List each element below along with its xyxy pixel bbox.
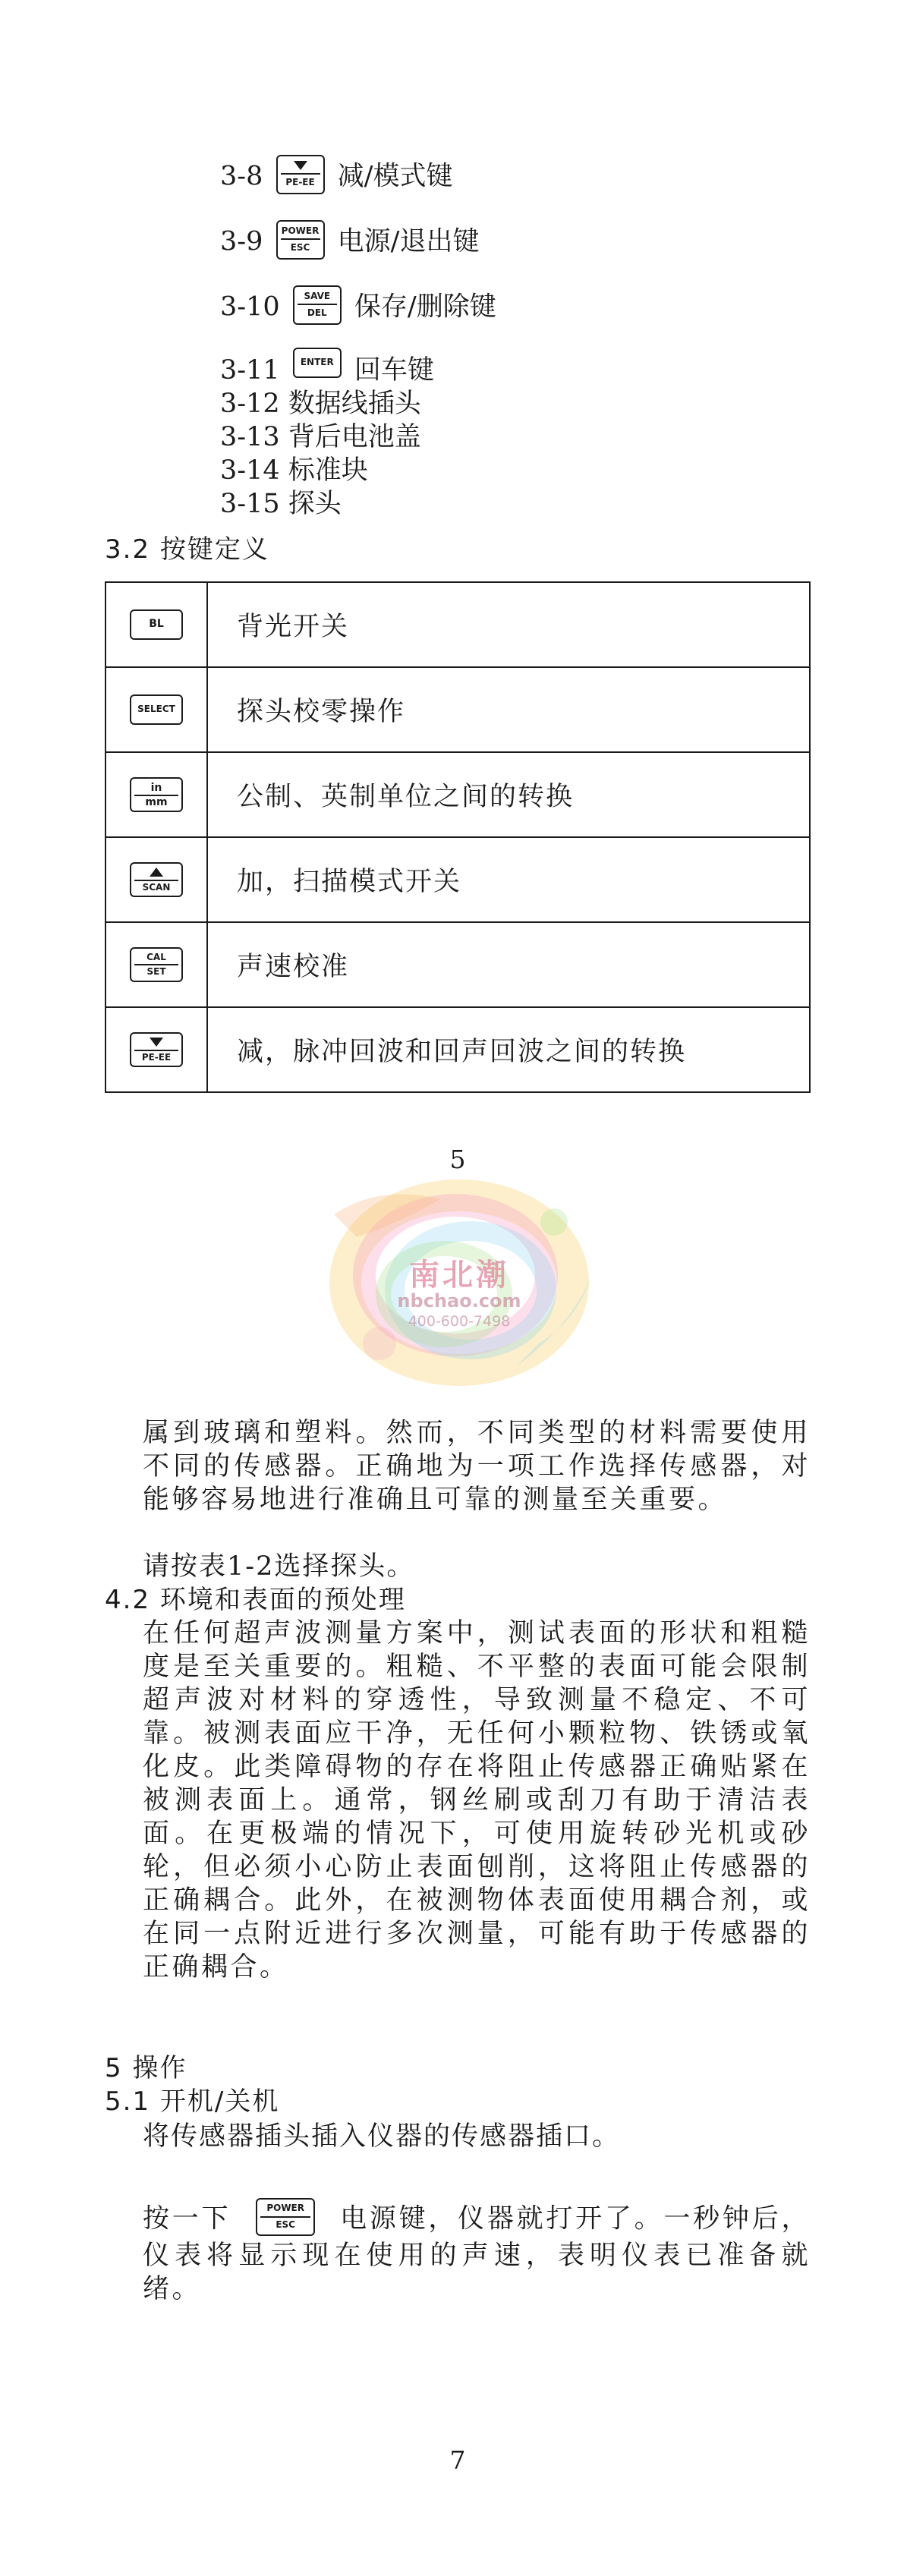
- parts-list-item: 3-11 ENTER 回车键: [220, 354, 751, 387]
- table-row: SCAN 加，扫描模式开关: [105, 837, 810, 922]
- parts-list-item: 3-8 PE-EE 减/模式键: [220, 158, 751, 191]
- parts-list-item: 3-9 POWER ESC 电源/退出键: [220, 223, 751, 257]
- down-triangle-icon: [294, 161, 307, 170]
- watermark-site: nbchao.com: [397, 1290, 521, 1312]
- table-row: $\frac{in}{mm}$ 公制、英制单位之间的转换: [105, 752, 810, 837]
- in-mm-key-icon: $\frac{in}{mm}$: [130, 777, 183, 812]
- pe-ee-key-icon: PE-EE: [130, 1032, 183, 1067]
- section-5-1-line1: 将传感器插头插入仪器的传感器插口。: [143, 2121, 621, 2152]
- table-row: PE-EE 减，脉冲回波和回声回波之间的转换: [105, 1007, 810, 1092]
- up-triangle-icon: [150, 868, 163, 877]
- section-5-1-paragraph: 按一下 POWER ESC 电源键，仪器就打开了。一秒钟后，仪表将显示现在使用的声速，表明仪表已准备就绪。: [143, 2201, 811, 2306]
- table-row: BL 背光开关: [105, 582, 810, 667]
- enter-key-icon: ENTER: [293, 348, 342, 378]
- section-5-heading: 5 操作: [105, 2053, 187, 2083]
- watermark-logo: [288, 1169, 622, 1397]
- parts-list-item: 3-12 数据线插头: [220, 389, 421, 419]
- pe-ee-key-icon: PE-EE: [276, 155, 325, 194]
- section-4-2-heading: 4.2 环境和表面的预处理: [105, 1585, 406, 1615]
- page-number: 7: [449, 2445, 466, 2475]
- parts-list-item: 3-15 探头: [220, 489, 342, 519]
- power-esc-key-icon: POWER ESC: [256, 2198, 315, 2236]
- cal-set-key-icon: CAL SET: [130, 947, 183, 982]
- table-row: CAL SET 声速校准: [105, 922, 810, 1007]
- down-triangle-icon: [150, 1038, 163, 1047]
- intro-paragraph: 属到玻璃和塑料。然而，不同类型的材料需要使用不同的传感器。正确地为一项工作选择传感器，对能够容易地进行准确且可靠的测量至关重要。: [143, 1418, 811, 1515]
- intro-note: 请按表1-2选择探头。: [143, 1551, 415, 1582]
- key-definition-table: [105, 581, 811, 1093]
- bl-key-icon: BL: [130, 609, 183, 640]
- save-del-key-icon: SAVE DEL: [293, 285, 342, 325]
- section-3-2-heading: 3.2 按键定义: [105, 534, 269, 565]
- select-key-icon: SELECT: [130, 694, 183, 725]
- parts-list-item: 3-14 标准块: [220, 455, 368, 486]
- parts-list-item: 3-13 背后电池盖: [220, 422, 421, 452]
- table-row: SELECT 探头校零操作: [105, 667, 810, 752]
- parts-list-item: 3-10 SAVE DEL 保存/删除键: [220, 288, 751, 322]
- power-esc-key-icon: POWER ESC: [276, 220, 325, 260]
- watermark-brand: 南北潮: [409, 1258, 509, 1293]
- section-4-2-body: 在任何超声波测量方案中，测试表面的形状和粗糙度是至关重要的。粗糙、不平整的表面可能会限制超声波对材料的穿透性，导致测量不稳定、不可靠。被测表面应干净，无任何小颗粒物、铁锈或氧化皮。此类障碍物的存在将阻止传感器正确贴紧在被测表面上。通常，钢丝刷或刮刀有助于清洁表面。在更极端的情况下，可使用旋转砂光机或砂轮，但必须小心防止表面刨削，这将阻止传感器的正确耦合。此外，在被测物体表面使用耦合剂，或在同一点附近进行多次测量，可能有助于传感器的正确耦合。: [143, 1618, 811, 1982]
- scan-key-icon: SCAN: [130, 862, 183, 897]
- section-5-1-heading: 5.1 开机/关机: [105, 2086, 280, 2117]
- page-number: 5: [449, 1145, 466, 1174]
- parts-list: [220, 158, 751, 521]
- watermark-phone: 400-600-7498: [408, 1313, 511, 1330]
